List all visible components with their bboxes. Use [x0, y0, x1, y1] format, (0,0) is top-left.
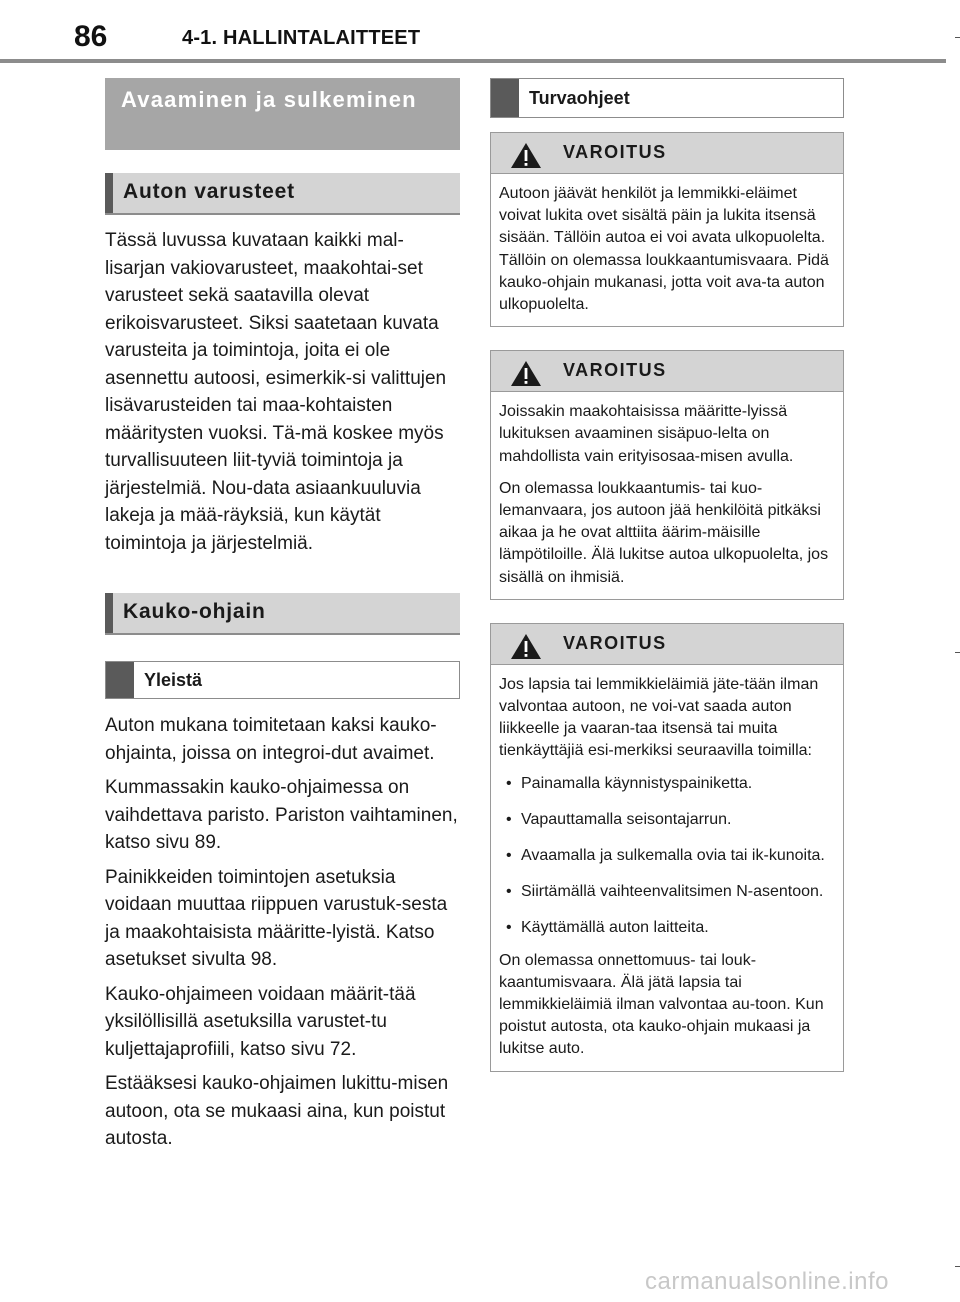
heading-equipment: Auton varusteet: [105, 173, 460, 215]
warning-body: [491, 392, 843, 599]
list-item-text: Vapauttamalla seisontajarrun.: [521, 810, 732, 828]
heading-general: Yleistä: [105, 661, 460, 699]
list-item: [499, 881, 833, 903]
warning-title: VAROITUS: [563, 632, 667, 653]
heading-remote: Kauko-ohjain: [105, 593, 460, 635]
warning-text: Autoon jäävät henkilöt ja lemmikki-eläimet voivat lukita ovet sisältä päin ja lukita itsensä sisään. Tällöin autoa ei voi avata ulkopuolelta. Tällöin on olemassa loukkaantumisvaara. Pidä kauko-ohjain mukanasi, jotta voit ava-ta auton ulkopuolelta.: [499, 185, 829, 314]
list-item: [499, 845, 833, 867]
section-title: 4-1. HALLINTALAITTEET: [182, 27, 421, 49]
warning-text: On olemassa onnettomuus- tai louk-kaantumisvaara. Älä jätä lapsia tai lemmikkieläimiä ilman valvontaa au-toon. Kun poistut autosta, ota kauko-ohjain mukaasi ja lukitse auto.: [499, 951, 824, 1058]
warning-title: VAROITUS: [563, 360, 667, 381]
warning-body: [491, 174, 843, 326]
chapter-heading: Avaaminen ja sulkeminen: [105, 78, 460, 150]
crop-mark: [955, 652, 960, 653]
warning-triangle-icon: [510, 142, 542, 169]
remote-paragraph: Estääksesi kauko-ohjaimen lukittu-misen autoon, ota se mukaasi aina, kun poistut autosta.: [105, 1073, 449, 1149]
bullet-marker: •: [506, 883, 512, 901]
remote-paragraph: Painikkeiden toimintojen asetuksia voidaan muuttaa riippuen varustuk-sesta ja maakohtaisista määritte-lyistä. Katso asetukset sivulta 98.: [105, 866, 448, 970]
warning-text: Joissakin maakohtaisissa määritte-lyissä lukituksen avaaminen sisäpuo-lelta on mahdollista vain erityisosaa-misen avulla.: [499, 403, 794, 465]
warning-triangle-icon: [510, 360, 542, 387]
page-number: 86: [74, 20, 108, 53]
list-item-text: Siirtämällä vaihteenvalitsimen N-asentoon.: [521, 883, 824, 901]
equipment-paragraph: Tässä luvussa kuvataan kaikki mal-lisarjan vakiovarusteet, maakohtai-set varusteet sekä saatavilla olevat erikoisvarusteet. Siksi saatetaan kuvata varusteita ja toimintoja, joita ei ole asennettu autoosi, esimerkik-si valittujen lisävarusteiden tai maa-kohtaisten määritysten vuoksi. Tä-mä koskee myös turvallisuuteen liit-tyviä toimintoja ja järjestelmiä. Nou-data asiaankuuluvia lakeja ja mää-räyksiä, kun käytät toimintoja ja järjestelmiä.: [105, 230, 447, 554]
remote-paragraph: Kauko-ohjaimeen voidaan määrit-tää yksilöllisillä asetuksilla varustet-tu kuljettajaprofiili, katso sivu 72.: [105, 983, 416, 1060]
crop-mark: [955, 1266, 960, 1267]
warning-body: [491, 665, 843, 1071]
warning-text: On olemassa loukkaantumis- tai kuo-lemanvaara, jos autoon jää henkilöitä pitkäksi aikaa ja he ovat alttiita äärim-mäisille lämpötiloille. Älä lukitse autoa ulkopuolelta, jos sisällä on ihmisiä.: [499, 479, 829, 586]
left-column: [105, 78, 460, 1153]
header-rule: [0, 59, 946, 63]
crop-mark: [955, 37, 960, 38]
heading-safety: Turvaohjeet: [490, 78, 844, 118]
list-item: [499, 773, 833, 795]
list-item: [499, 809, 833, 831]
watermark: carmanualsonline.info: [645, 1268, 889, 1295]
right-column: [490, 78, 844, 1072]
bullet-list: [499, 773, 833, 940]
bullet-marker: •: [506, 810, 512, 828]
list-item: [499, 917, 833, 939]
warning-triangle-icon: [510, 633, 542, 660]
bullet-marker: •: [506, 774, 512, 792]
warning-header: [491, 624, 843, 665]
bullet-marker: •: [506, 847, 512, 865]
warning-box: [490, 350, 844, 600]
warning-header: [491, 133, 843, 174]
warning-box: [490, 132, 844, 327]
warning-header: [491, 351, 843, 392]
warning-box: [490, 623, 844, 1072]
warning-title: VAROITUS: [563, 142, 667, 162]
remote-paragraph: Auton mukana toimitetaan kaksi kauko-ohjainta, joissa on integroi-dut avaimet.: [105, 715, 437, 764]
list-item-text: Avaamalla ja sulkemalla ovia tai ik-kunoita.: [521, 847, 825, 865]
page-header: [0, 0, 960, 64]
remote-paragraph: Kummassakin kauko-ohjaimessa on vaihdettava paristo. Pariston vaihtaminen, katso sivu 89.: [105, 777, 458, 853]
warning-text: Jos lapsia tai lemmikkieläimiä jäte-tään ilman valvontaa autoon, ne voi-vat saada auton liikkeelle ja vaaran-taa itsensä tai muita tienkäyttäjiä esi-merkiksi seuraavilla toimilla:: [499, 675, 819, 760]
list-item-text: Käyttämällä auton laitteita.: [521, 919, 709, 937]
bullet-marker: •: [506, 919, 512, 937]
list-item-text: Painamalla käynnistyspainiketta.: [521, 774, 753, 792]
